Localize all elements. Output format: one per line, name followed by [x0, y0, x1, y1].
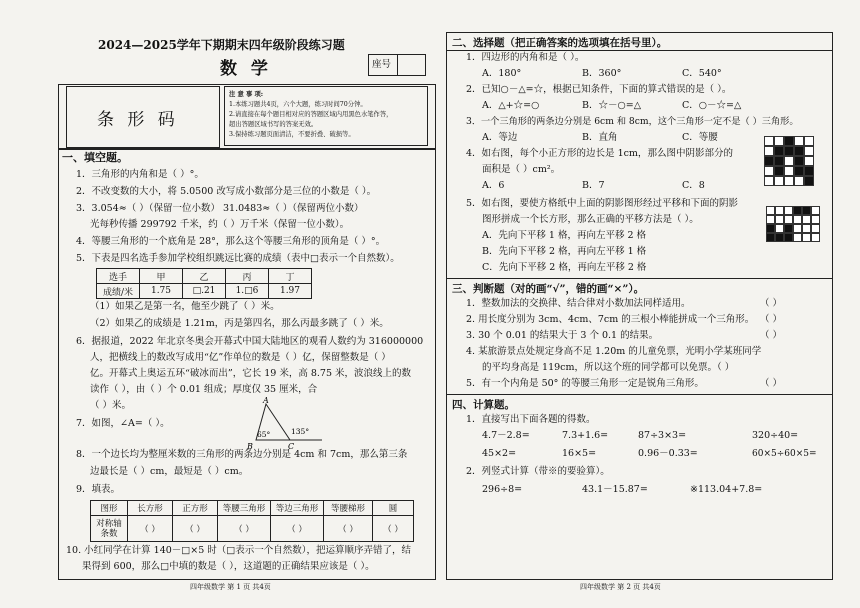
- judge-3-paren: （ ）: [760, 330, 783, 341]
- calc-item: 16×5=: [562, 448, 597, 459]
- barcode-label: 条 形 码: [97, 110, 179, 130]
- question-5-1: （1）如果乙是第一名，他至少跳了（ ）米。: [90, 301, 280, 312]
- table-cell: 成绩/米: [97, 284, 140, 299]
- row-label-2: 条数: [100, 528, 118, 539]
- angle-b-label: 65°: [257, 430, 271, 439]
- calc-item: 0.96－0.33=: [638, 448, 698, 459]
- divider: [58, 148, 435, 150]
- subject-title: 数 学: [220, 59, 272, 79]
- question-9: 9．填表。: [76, 484, 121, 495]
- question-5: 5．下表是四名选手参加学校组织跳远比赛的成绩（表中□表示一个自然数）。: [76, 253, 400, 264]
- question-8a: 8．一个边长均为整厘米数的三角形的两条边分别是 4cm 和 7cm，那么第三条: [76, 449, 408, 460]
- notice-line: 超出答题区域书写的答案无效。: [229, 121, 318, 128]
- question-6b: 人，把横线上的数改写成用“亿”作单位的数是（ ）亿，保留整数是（ ）: [90, 352, 391, 363]
- section-fill-blank: 一、填空题。: [62, 151, 128, 164]
- question-1: 1．三角形的内角和是（ ）°。: [76, 169, 204, 180]
- judge-2: 2. 用长度分别为 3cm、4cm、7cm 的三根小棒能拼成一个三角形。: [466, 314, 755, 325]
- question-8b: 边最长是（ ）cm，最短是（ ）cm。: [90, 466, 249, 477]
- section-calc: 四、计算题。: [452, 399, 515, 411]
- choice-4a: 4．如右图，每个小正方形的边长是 1cm，那么图中阴影部分的: [466, 148, 733, 159]
- notice-line: 1.本练习题共4页，六个大题，练习时间70分钟。: [229, 101, 367, 108]
- question-6a: 6．据报道，2022 年北京冬奥会开幕式中国大陆地区的观看人数约为 316000000: [76, 336, 424, 347]
- calc-item: 87÷3×3=: [638, 430, 687, 441]
- vertex-b: B: [247, 442, 253, 450]
- judge-2-paren: （ ）: [760, 314, 783, 325]
- table-header: 等腰梯形: [324, 501, 373, 516]
- question-2: 2．不改变数的大小，将 5.0500 改写成小数部分是三位的小数是（ ）。: [76, 186, 377, 197]
- choice-2: 2．已知○－△=☆，根据已知条件，下面的算式错误的是（ ）。: [466, 84, 732, 95]
- table-cell: 1.75: [140, 284, 183, 299]
- question-6e: （ ）米。: [90, 400, 132, 411]
- option: A．等边: [482, 132, 518, 143]
- calc-item: 45×2=: [482, 448, 517, 459]
- question-3b: 光每秒传播 299792 千米，约（ ）万千米（保留一位小数）。: [90, 219, 350, 230]
- choice-4b: 面积是（ ）cm²。: [482, 164, 561, 175]
- question-5-2: （2）如果乙的成绩是 1.21m，丙是第四名，那么丙最多跳了（ ）米。: [90, 318, 389, 329]
- calc-item: 320÷40=: [752, 430, 799, 441]
- notice-line: 2.请直接在每个题目相对应的答题区域内用黑色水笔作答，: [229, 111, 393, 118]
- table-cell: 1.□6: [226, 284, 269, 299]
- section-judge: 三、判断题（对的画“√”，错的画“×”）。: [452, 283, 645, 295]
- choice-3: 3．一个三角形的两条边分别是 6cm 和 8cm，这个三角形一定不是（ ）三角形。: [466, 116, 799, 127]
- blank-cell: （ ）: [128, 516, 173, 542]
- table-header: 等腰三角形: [218, 501, 271, 516]
- vertex-c: C: [288, 442, 295, 450]
- table-header: 甲: [140, 269, 183, 284]
- judge-4a: 4. 某旅游景点处规定身高不足 1.20m 的儿童免票，光明小学某班同学: [466, 346, 762, 357]
- exam-title: 2024—2025学年下期期末四年级阶段练习题: [98, 38, 345, 52]
- table-header: 长方形: [128, 501, 173, 516]
- calc-item: 43.1－15.87=: [582, 484, 648, 495]
- question-7: 7．如图，∠A=（ ）。: [76, 418, 170, 429]
- blank-cell: （ ）: [173, 516, 218, 542]
- table-header: 丙: [226, 269, 269, 284]
- calc-instruction-1: 1．直接写出下面各题的得数。: [466, 414, 596, 425]
- judge-4b: 的平均身高是 119cm，所以这个班的同学都可以免票。（ ）: [482, 362, 735, 373]
- divider: [446, 394, 832, 395]
- option: A．△+☆=○: [482, 100, 540, 111]
- judge-1: 1．整数加法的交换律、结合律对小数加法同样适用。: [466, 298, 691, 309]
- notice-box: [224, 86, 428, 146]
- barcode-box: [66, 86, 220, 148]
- option: A．180°: [482, 68, 522, 79]
- option: C．540°: [682, 68, 722, 79]
- table-header: 选手: [97, 269, 140, 284]
- calc-item: 296÷8=: [482, 484, 523, 495]
- vertex-a: A: [263, 396, 269, 405]
- seat-label: 座号: [372, 59, 392, 70]
- table-header: 乙: [183, 269, 226, 284]
- option: C．8: [682, 180, 705, 191]
- table-header: 图形: [91, 501, 128, 516]
- option: B．直角: [582, 132, 618, 143]
- translation-grid-figure: [766, 206, 820, 242]
- option: B．☆－○=△: [582, 100, 642, 111]
- blank-cell: （ ）: [271, 516, 324, 542]
- question-10a: 10. 小红同学在计算 140－□×5 时（□表示一个自然数），把运算顺序弄错了，结: [66, 545, 412, 556]
- option: B．7: [582, 180, 605, 191]
- divider: [446, 50, 832, 51]
- judge-1-paren: （ ）: [760, 298, 783, 309]
- option: A．6: [482, 180, 505, 191]
- table-cell: □.21: [183, 284, 226, 299]
- question-4: 4．等腰三角形的一个底角是 28°，那么这个等腰三角形的顶角是（ ）°。: [76, 236, 386, 247]
- option: C．○－☆=△: [682, 100, 742, 111]
- choice-5a: 5．如右图，要使方格纸中上面的阴影图形经过平移和下面的阴影: [466, 198, 739, 209]
- option: C．先向下平移 2 格，再向左平移 2 格: [482, 262, 647, 273]
- blank-cell: （ ）: [373, 516, 414, 542]
- table-cell: 1.97: [269, 284, 312, 299]
- calc-item: ※113.04+7.8=: [690, 484, 763, 495]
- blank-cell: （ ）: [324, 516, 373, 542]
- blank-cell: （ ）: [218, 516, 271, 542]
- choice-5b: 图形拼成一个长方形，那么正确的平移方法是（ ）。: [482, 214, 699, 225]
- judge-5: 5．有一个内角是 50° 的等腰三角形一定是锐角三角形。: [466, 378, 704, 389]
- question-3a: 3．3.054≈（ ）（保留一位小数） 31.0483≈（ ）（保留两位小数）: [76, 203, 364, 214]
- option: A．先向下平移 1 格，再向左平移 2 格: [482, 230, 647, 241]
- footer-page-1: 四年级数学 第 1 页 共4页: [190, 583, 271, 591]
- seat-box: [368, 54, 426, 76]
- table-header: 等边三角形: [271, 501, 324, 516]
- choice-1: 1．四边形的内角和是（ ）。: [466, 52, 585, 63]
- option: C．等腰: [682, 132, 718, 143]
- notice-line: 注 意 事 项:: [229, 91, 264, 98]
- divider: [446, 278, 832, 279]
- shaded-grid-figure: [764, 136, 814, 186]
- jump-table: [96, 268, 312, 299]
- triangle-figure: [244, 394, 334, 450]
- calc-item: 60×5÷60×5=: [752, 449, 817, 459]
- footer-page-2: 四年级数学 第 2 页 共4页: [580, 583, 661, 591]
- question-6c: 亿。开幕式上奥运五环“破冰而出”，它长 19 米，高 8.75 米，波浪线上的数: [90, 368, 412, 379]
- question-10b: 果得到 600，那么□中填的数是（ ），这道题的正确结果应该是（ ）。: [82, 561, 375, 572]
- notice-line: 3.保持练习题页面清洁，不要折叠、破损等。: [229, 131, 355, 138]
- section-choice: 二、选择题（把正确答案的选项填在括号里）。: [452, 37, 668, 49]
- judge-5-paren: （ ）: [760, 378, 783, 389]
- option: B．先向下平移 2 格，再向左平移 1 格: [482, 246, 647, 257]
- table-cell: [91, 516, 128, 542]
- table-header: 正方形: [173, 501, 218, 516]
- angle-ext-label: 135°: [291, 427, 310, 436]
- calc-item: 4.7－2.8=: [482, 430, 530, 441]
- symmetry-table: [90, 500, 414, 542]
- judge-3: 3. 30 个 0.01 的结果大于 3 个 0.1 的结果。: [466, 330, 659, 341]
- calc-item: 7.3+1.6=: [562, 430, 609, 441]
- question-6d: 读作（ ），由（ ）个 0.01 组成；厚度仅 35 厘米，合: [90, 384, 318, 395]
- calc-instruction-2: 2．列竖式计算（带※的要验算）。: [466, 466, 610, 477]
- table-header: 丁: [269, 269, 312, 284]
- table-header: 圆: [373, 501, 414, 516]
- option: B．360°: [582, 68, 622, 79]
- row-label-1: 对称轴: [96, 518, 122, 529]
